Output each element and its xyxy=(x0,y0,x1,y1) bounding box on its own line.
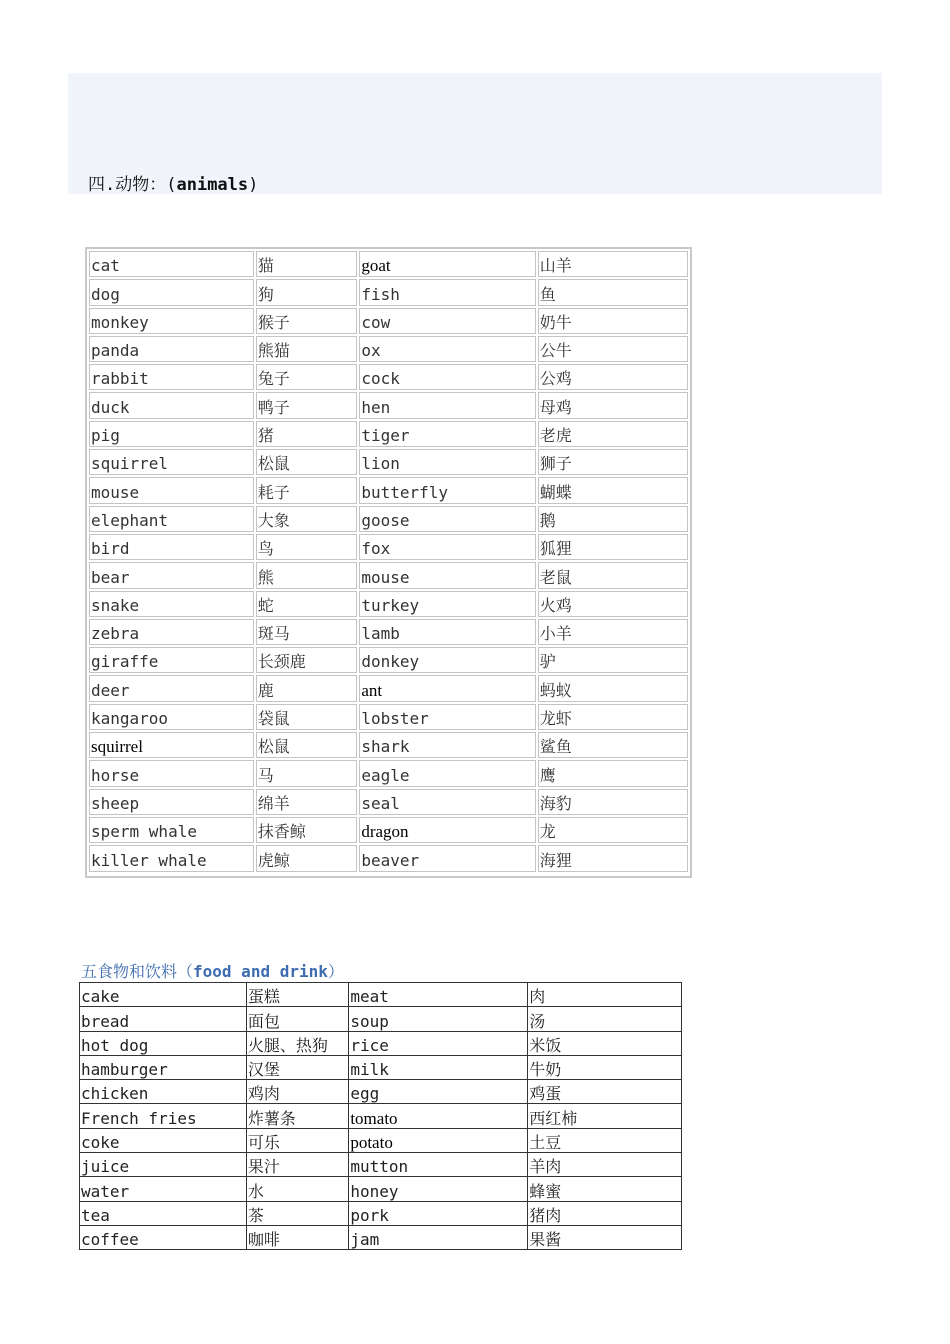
table-cell-chinese: 鸡肉 xyxy=(246,1080,349,1104)
table-cell-chinese: 肉 xyxy=(528,983,682,1007)
table-row xyxy=(80,1128,682,1152)
table-cell-english: duck xyxy=(89,392,254,418)
table-cell-english: beaver xyxy=(359,845,535,871)
table-row xyxy=(89,732,688,758)
table-cell-chinese: 袋鼠 xyxy=(256,704,358,730)
table-cell-chinese: 果酱 xyxy=(528,1225,682,1249)
table-cell-english: fish xyxy=(359,279,535,305)
table-cell-english: lamb xyxy=(359,619,535,645)
table-row xyxy=(89,704,688,730)
table-cell-english: juice xyxy=(80,1153,247,1177)
table-cell-chinese: 蝴蝶 xyxy=(538,477,688,503)
table-cell-english: shark xyxy=(359,732,535,758)
table-cell-english: hot dog xyxy=(80,1031,247,1055)
table-cell-english: zebra xyxy=(89,619,254,645)
table-cell-chinese: 鹰 xyxy=(538,760,688,786)
table-cell-chinese: 鸡蛋 xyxy=(528,1080,682,1104)
table-cell-english: water xyxy=(80,1177,247,1201)
table-cell-chinese: 松鼠 xyxy=(256,732,358,758)
table-cell-chinese: 鱼 xyxy=(538,279,688,305)
table-cell-english: lion xyxy=(359,449,535,475)
table-cell-chinese: 龙虾 xyxy=(538,704,688,730)
table-cell-english: soup xyxy=(349,1007,528,1031)
table-row xyxy=(80,1153,682,1177)
table-cell-english: honey xyxy=(349,1177,528,1201)
table-cell-english: potato xyxy=(349,1128,528,1152)
table-cell-english: fox xyxy=(359,534,535,560)
table-row xyxy=(89,562,688,588)
table-cell-chinese: 抹香鲸 xyxy=(256,817,358,843)
table-row xyxy=(80,1225,682,1249)
table-row xyxy=(89,449,688,475)
table-cell-english: goat xyxy=(359,251,535,277)
table-row xyxy=(89,647,688,673)
table-cell-english: dog xyxy=(89,279,254,305)
table-cell-english: French fries xyxy=(80,1104,247,1128)
table-cell-chinese: 蚂蚁 xyxy=(538,675,688,701)
table-cell-chinese: 米饭 xyxy=(528,1031,682,1055)
table-cell-chinese: 松鼠 xyxy=(256,449,358,475)
table-row xyxy=(89,534,688,560)
table-cell-chinese: 山羊 xyxy=(538,251,688,277)
table-cell-chinese: 蛇 xyxy=(256,591,358,617)
section-food-title-prefix: 五食物和饮料（ xyxy=(81,962,194,981)
table-cell-english: turkey xyxy=(359,591,535,617)
table-cell-chinese: 公牛 xyxy=(538,336,688,362)
table-cell-chinese: 熊 xyxy=(256,562,358,588)
table-cell-chinese: 猪 xyxy=(256,421,358,447)
table-cell-chinese: 狮子 xyxy=(538,449,688,475)
table-cell-chinese: 猫 xyxy=(256,251,358,277)
table-cell-chinese: 鲨鱼 xyxy=(538,732,688,758)
table-cell-english: killer whale xyxy=(89,845,254,871)
table-cell-english: mutton xyxy=(349,1153,528,1177)
table-cell-chinese: 海狸 xyxy=(538,845,688,871)
table-cell-chinese: 炸薯条 xyxy=(246,1104,349,1128)
table-cell-chinese: 狐狸 xyxy=(538,534,688,560)
table-cell-chinese: 海豹 xyxy=(538,789,688,815)
table-cell-chinese: 兔子 xyxy=(256,364,358,390)
table-cell-chinese: 火鸡 xyxy=(538,591,688,617)
table-cell-chinese: 西红柿 xyxy=(528,1104,682,1128)
table-cell-chinese: 奶牛 xyxy=(538,308,688,334)
table-cell-english: dragon xyxy=(359,817,535,843)
food-table xyxy=(79,982,682,1250)
table-cell-chinese: 鹅 xyxy=(538,506,688,532)
table-cell-chinese: 土豆 xyxy=(528,1128,682,1152)
table-cell-english: coffee xyxy=(80,1225,247,1249)
table-row xyxy=(89,845,688,871)
table-cell-chinese: 汉堡 xyxy=(246,1055,349,1079)
table-row xyxy=(80,1055,682,1079)
table-row xyxy=(89,336,688,362)
table-cell-english: rabbit xyxy=(89,364,254,390)
table-row xyxy=(89,308,688,334)
table-cell-chinese: 可乐 xyxy=(246,1128,349,1152)
section-food-title-en: food and drink xyxy=(193,962,328,981)
table-cell-english: cat xyxy=(89,251,254,277)
table-cell-chinese: 牛奶 xyxy=(528,1055,682,1079)
table-cell-english: eagle xyxy=(359,760,535,786)
table-row xyxy=(89,591,688,617)
table-cell-english: milk xyxy=(349,1055,528,1079)
table-cell-chinese: 茶 xyxy=(246,1201,349,1225)
table-cell-chinese: 大象 xyxy=(256,506,358,532)
table-row xyxy=(80,1104,682,1128)
table-cell-chinese: 猴子 xyxy=(256,308,358,334)
table-row xyxy=(80,1031,682,1055)
table-cell-chinese: 鹿 xyxy=(256,675,358,701)
table-cell-english: ox xyxy=(359,336,535,362)
animals-table xyxy=(87,249,690,874)
table-cell-english: panda xyxy=(89,336,254,362)
table-cell-english: pork xyxy=(349,1201,528,1225)
table-cell-chinese: 绵羊 xyxy=(256,789,358,815)
table-cell-chinese: 虎鲸 xyxy=(256,845,358,871)
table-row xyxy=(89,760,688,786)
table-row xyxy=(80,1007,682,1031)
table-cell-english: mouse xyxy=(89,477,254,503)
table-cell-english: deer xyxy=(89,675,254,701)
table-cell-chinese: 鸟 xyxy=(256,534,358,560)
table-cell-english: seal xyxy=(359,789,535,815)
table-row xyxy=(89,619,688,645)
table-row xyxy=(89,251,688,277)
animals-table-frame xyxy=(85,247,692,878)
table-cell-english: giraffe xyxy=(89,647,254,673)
table-cell-english: cock xyxy=(359,364,535,390)
table-cell-english: egg xyxy=(349,1080,528,1104)
table-row xyxy=(89,477,688,503)
table-cell-chinese: 蜂蜜 xyxy=(528,1177,682,1201)
table-cell-english: meat xyxy=(349,983,528,1007)
table-cell-english: butterfly xyxy=(359,477,535,503)
table-cell-english: hamburger xyxy=(80,1055,247,1079)
section-food-title xyxy=(81,959,344,982)
table-row xyxy=(89,364,688,390)
table-cell-chinese: 马 xyxy=(256,760,358,786)
table-cell-chinese: 小羊 xyxy=(538,619,688,645)
table-cell-english: elephant xyxy=(89,506,254,532)
table-cell-english: goose xyxy=(359,506,535,532)
table-cell-english: jam xyxy=(349,1225,528,1249)
table-row xyxy=(80,1177,682,1201)
table-cell-english: tiger xyxy=(359,421,535,447)
table-row xyxy=(89,789,688,815)
table-cell-english: tomato xyxy=(349,1104,528,1128)
table-cell-chinese: 猪肉 xyxy=(528,1201,682,1225)
table-cell-english: sheep xyxy=(89,789,254,815)
table-cell-english: bread xyxy=(80,1007,247,1031)
table-row xyxy=(89,279,688,305)
table-cell-chinese: 面包 xyxy=(246,1007,349,1031)
table-cell-english: ant xyxy=(359,675,535,701)
table-cell-chinese: 水 xyxy=(246,1177,349,1201)
table-row xyxy=(80,1201,682,1225)
table-cell-chinese: 汤 xyxy=(528,1007,682,1031)
section-animals-title-suffix: ) xyxy=(248,175,259,195)
table-cell-english: bird xyxy=(89,534,254,560)
table-cell-english: cow xyxy=(359,308,535,334)
table-cell-chinese: 斑马 xyxy=(256,619,358,645)
table-cell-english: horse xyxy=(89,760,254,786)
section-food-title-suffix: ） xyxy=(327,962,344,981)
section-animals-title-en: animals xyxy=(176,175,249,195)
table-cell-english: pig xyxy=(89,421,254,447)
table-cell-chinese: 咖啡 xyxy=(246,1225,349,1249)
table-cell-english: kangaroo xyxy=(89,704,254,730)
table-cell-chinese: 蛋糕 xyxy=(246,983,349,1007)
table-cell-chinese: 火腿、热狗 xyxy=(246,1031,349,1055)
table-cell-english: sperm whale xyxy=(89,817,254,843)
table-row xyxy=(89,392,688,418)
table-row xyxy=(80,1080,682,1104)
table-cell-english: tea xyxy=(80,1201,247,1225)
table-cell-english: squirrel xyxy=(89,732,254,758)
table-cell-chinese: 狗 xyxy=(256,279,358,305)
table-cell-english: cake xyxy=(80,983,247,1007)
table-cell-chinese: 果汁 xyxy=(246,1153,349,1177)
table-row xyxy=(89,675,688,701)
table-cell-chinese: 公鸡 xyxy=(538,364,688,390)
table-cell-chinese: 熊猫 xyxy=(256,336,358,362)
table-cell-chinese: 老虎 xyxy=(538,421,688,447)
table-cell-english: hen xyxy=(359,392,535,418)
table-row xyxy=(89,506,688,532)
table-cell-english: monkey xyxy=(89,308,254,334)
table-cell-english: snake xyxy=(89,591,254,617)
section-animals-title xyxy=(88,170,258,195)
table-cell-chinese: 羊肉 xyxy=(528,1153,682,1177)
table-row xyxy=(80,983,682,1007)
section-animals-title-prefix: 四.动物：( xyxy=(88,175,177,195)
table-cell-chinese: 母鸡 xyxy=(538,392,688,418)
table-cell-chinese: 耗子 xyxy=(256,477,358,503)
table-cell-english: bear xyxy=(89,562,254,588)
table-cell-chinese: 鸭子 xyxy=(256,392,358,418)
table-cell-english: coke xyxy=(80,1128,247,1152)
table-cell-chinese: 驴 xyxy=(538,647,688,673)
table-cell-english: squirrel xyxy=(89,449,254,475)
table-cell-english: lobster xyxy=(359,704,535,730)
table-cell-english: chicken xyxy=(80,1080,247,1104)
table-cell-english: mouse xyxy=(359,562,535,588)
table-row xyxy=(89,421,688,447)
table-cell-english: donkey xyxy=(359,647,535,673)
table-cell-english: rice xyxy=(349,1031,528,1055)
table-cell-chinese: 老鼠 xyxy=(538,562,688,588)
table-cell-chinese: 长颈鹿 xyxy=(256,647,358,673)
table-cell-chinese: 龙 xyxy=(538,817,688,843)
table-row xyxy=(89,817,688,843)
